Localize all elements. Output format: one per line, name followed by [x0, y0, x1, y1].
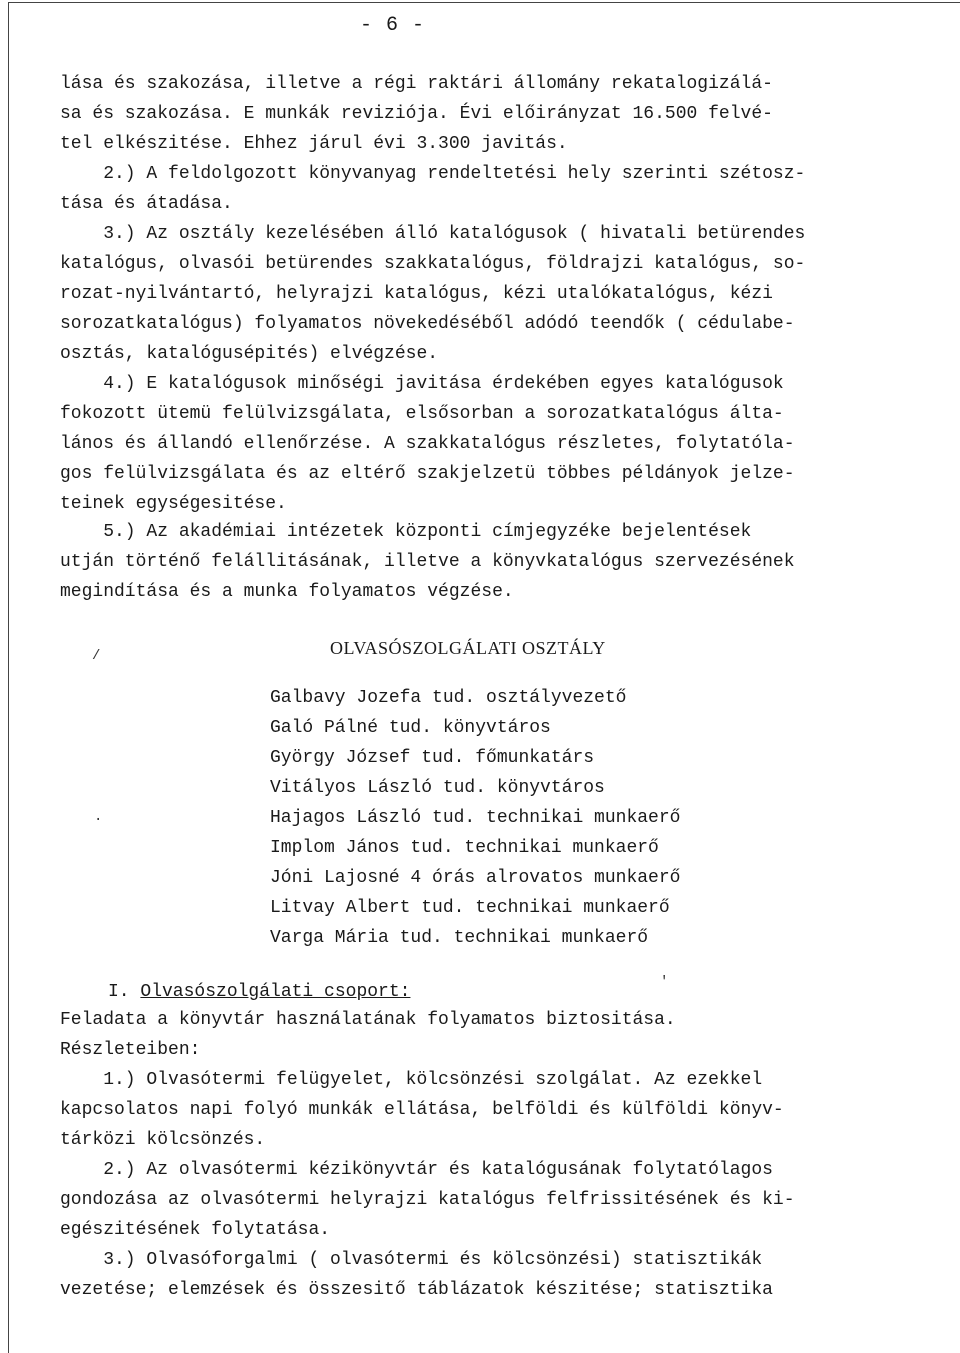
page-border-top	[8, 2, 960, 3]
staff-member: Hajagos László tud. technikai munkaerő	[270, 808, 681, 828]
text-line: rozat-nyilvántartó, helyrajzi katalógus, kézi utalókatalógus, kézi	[60, 284, 773, 304]
page-number: - 6 -	[360, 14, 426, 37]
text-line: osztás, katalógusépités) elvégzése.	[60, 344, 439, 364]
text-line: utján történő felállitásának, illetve a könyvkatalógus szervezésének	[60, 552, 795, 572]
text-line: kapcsolatos napi folyó munkák ellátása, belföldi és külföldi könyv-	[60, 1100, 784, 1120]
staff-member: Galó Pálné tud. könyvtáros	[270, 718, 551, 738]
text-line: tel elkészitése. Ehhez járul évi 3.300 javitás.	[60, 134, 568, 154]
page-border-left	[8, 2, 9, 1353]
text-line: vezetése; elemzések és összesitő táblázatok készitése; statisztika	[60, 1280, 773, 1300]
staff-member: György József tud. főmunkatárs	[270, 748, 595, 768]
text-line: 5.) Az akadémiai intézetek központi címjegyzéke bejelentések	[60, 522, 752, 542]
text-line: Feladata a könyvtár használatának folyamatos biztositása.	[60, 1010, 676, 1030]
text-line: egészitésének folytatása.	[60, 1220, 331, 1240]
text-line: megindítása és a munka folyamatos végzése.	[60, 582, 514, 602]
text-line: 3.) Az osztály kezelésében álló katalógusok ( hivatali betürendes	[60, 224, 806, 244]
stray-mark: ·	[94, 812, 103, 828]
staff-list	[270, 686, 870, 956]
text-line: gos felülvizsgálata és az eltérő szakjelzetü többes példányok jelze-	[60, 464, 795, 484]
text-line: katalógus, olvasói betürendes szakkatalógus, földrajzi katalógus, so-	[60, 254, 806, 274]
staff-member: Varga Mária tud. technikai munkaerő	[270, 928, 649, 948]
text-line: 1.) Olvasótermi felügyelet, kölcsönzési szolgálat. Az ezekkel	[60, 1070, 763, 1090]
staff-member: Vitályos László tud. könyvtáros	[270, 778, 605, 798]
text-line: 2.) A feldolgozott könyvanyag rendeltetési hely szerinti szétosz-	[60, 164, 806, 184]
text-line: 4.) E katalógusok minőségi javitása érdekében egyes katalógusok	[60, 374, 784, 394]
section-title: Olvasószolgálati csoport:	[140, 982, 411, 1002]
department-heading: OLVASÓSZOLGÁLATI OSZTÁLY	[330, 638, 606, 658]
text-line: fokozott ütemü felülvizsgálata, elsősorban a sorozatkatalógus álta-	[60, 404, 784, 424]
text-line: gondozása az olvasótermi helyrajzi katalógus felfrissitésének és ki-	[60, 1190, 795, 1210]
text-line: lános és állandó ellenőrzése. A szakkatalógus részletes, folytatóla-	[60, 434, 795, 454]
staff-member: Implom János tud. technikai munkaerő	[270, 838, 659, 858]
text-line: Részleteiben:	[60, 1040, 201, 1060]
text-line: 3.) Olvasóforgalmi ( olvasótermi és kölcsönzési) statisztikák	[60, 1250, 763, 1270]
text-line: tása és átadása.	[60, 194, 233, 214]
text-line: tárközi kölcsönzés.	[60, 1130, 266, 1150]
text-line: sorozatkatalógus) folyamatos növekedéséből adódó teendők ( cédulabe-	[60, 314, 795, 334]
staff-member: Jóni Lajosné 4 órás alrovatos munkaerő	[270, 868, 681, 888]
text-line: sa és szakozása. E munkák reviziója. Évi előirányzat 16.500 felvé-	[60, 104, 773, 124]
stray-mark: /	[92, 648, 101, 664]
text-line: 2.) Az olvasótermi kézikönyvtár és katalógusának folytatólagos	[60, 1160, 773, 1180]
staff-member: Galbavy Jozefa tud. osztályvezető	[270, 688, 627, 708]
text-line: lása és szakozása, illetve a régi raktári állomány rekatalogizálá-	[60, 74, 773, 94]
section-heading	[108, 980, 808, 1004]
text-line: teinek egységesitése.	[60, 494, 287, 514]
section-prefix: I.	[108, 982, 141, 1002]
stray-mark: '	[660, 974, 669, 990]
staff-member: Litvay Albert tud. technikai munkaerő	[270, 898, 670, 918]
